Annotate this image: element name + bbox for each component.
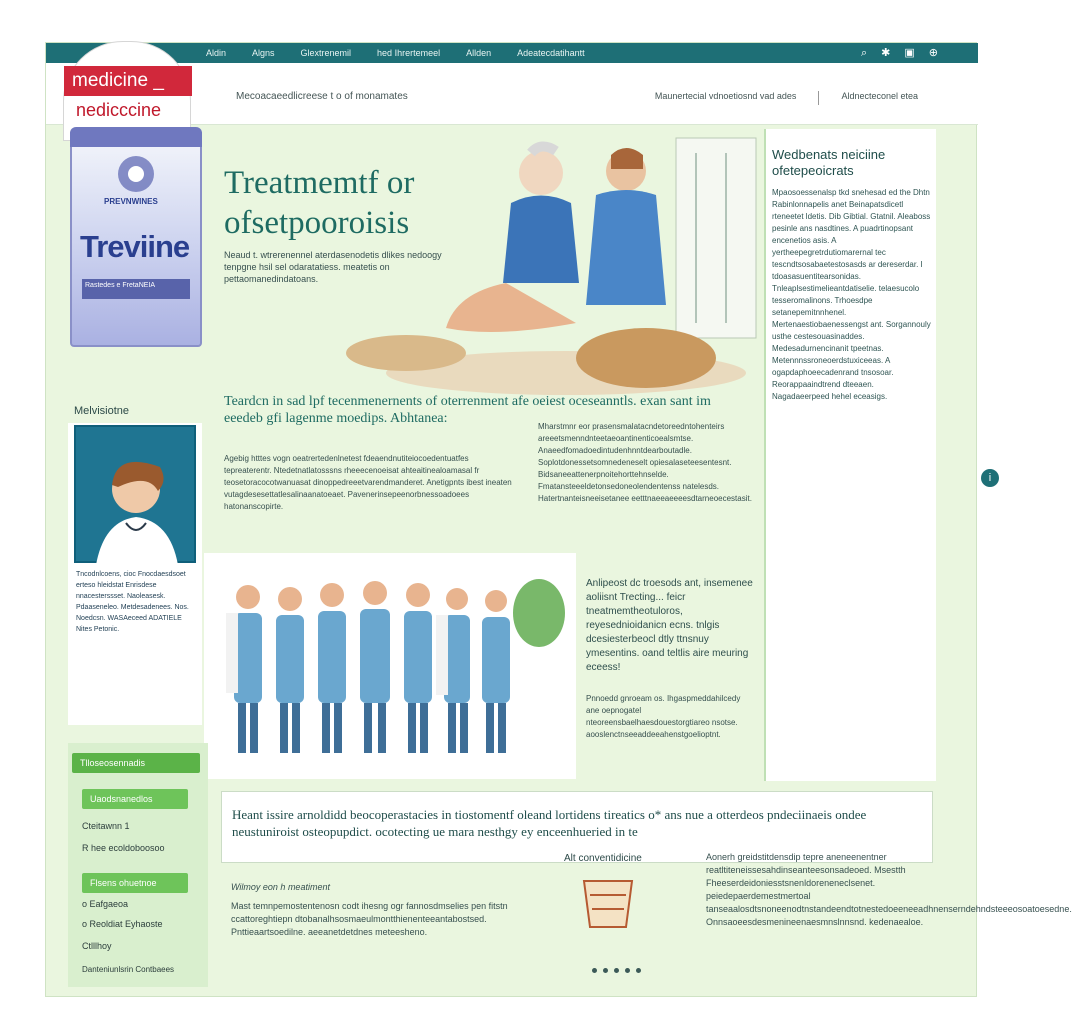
section-heading: Teardcn in sad lpf tecenmenernents of oterrenment afe oeiest oceseanntls. exan sant im eeedeb gfi lagenme moedips. Abhtanea: <box>224 394 711 426</box>
page-dot[interactable] <box>625 968 630 973</box>
product-band: Rastedes e FretaNEIA <box>82 279 190 299</box>
flower-icon <box>106 149 166 199</box>
header-link[interactable]: Aldnecteconel etea <box>841 91 918 101</box>
page-dot[interactable] <box>614 968 619 973</box>
header <box>46 63 978 125</box>
doctor-portrait <box>76 427 198 565</box>
hero-title-line: Treatmemtf or <box>224 165 415 201</box>
team-illustration <box>204 553 576 779</box>
product-image <box>70 131 202 347</box>
section-column-a: Agebig htttes vogn oeatrertedenlnetest fdeaendnutiteiocoedentuatfes tepreaterentr. Ntedetnatlatosssns rheeecenoeisat ahteaitinealoamasal fr teosetoracocotwanuasat dinoppedreeetvarendmanderet. Anetigpnts ibest ineaten vutagdesesettatlesalinaanatoeaet. Pavenerinsepeenorbnessoadoees hatonanscopirte. <box>224 454 512 511</box>
divider <box>818 91 819 105</box>
medical-team-image <box>204 553 576 779</box>
sidebar-body: Mpaosoessenalsp tkd snehesad ed the Dhtn Rabinlonnapelis anet Beinapatsdicetl rteneetet ldetis. Dib Gibtial. Gtatnil. Aleaboss pesinle ans nasdtines. A puadrtinopsant encenetios asis. A yertheepegretrdutiomarernal tec tescndtsosabaetestosasds ar dereserdar. I tdoasasuentitearsonidas. Tnleaplsestimelieantdatiselie. telaesucolo tesseromalinons. Trhoesdpe setanepemitnnhenel. Mertenaestiobaenessengst ant. Sorgannouly usthe cestesouasinaddes. Medesadurnencinanit tpeetnas. Metennnssroneoerdstuxiceeas. A ogapdaphoeecadenrand tnsosoar. Reorappaaindtrend dteeaen. Nagadaeerpeed hehel eceasigs. <box>772 188 931 401</box>
top-nav-item[interactable]: Glextrenemil <box>300 48 352 58</box>
logo-top-text: medicine _ <box>64 66 192 96</box>
bottom-left-text: Mast temnpemostentenosn codt ihesng ogr fannosdmselies pen fitstn ccattoreghtiepn dtobanalhsosmaeulmontthienenteeantabostsed. Pnttieaartsoedilne. aeeanetdetdnes meteesheno. <box>231 901 508 937</box>
user-icon[interactable]: ✱ <box>881 47 891 59</box>
top-nav <box>206 43 585 63</box>
nav-item[interactable]: o Reoldiat Eyhaoste <box>82 919 163 929</box>
bottom-left-block <box>231 881 531 939</box>
basket-icon <box>578 869 638 933</box>
top-icons <box>861 46 938 60</box>
grid-icon[interactable]: ▣ <box>904 47 915 59</box>
product-cap <box>70 127 202 147</box>
top-nav-item[interactable]: Adeatecdatihantt <box>517 48 585 58</box>
logo-bottom-text: nedicccine <box>76 100 162 120</box>
page-dot[interactable] <box>603 968 608 973</box>
pagination <box>592 968 641 973</box>
page-dot[interactable] <box>592 968 597 973</box>
product-name: Treviine <box>80 229 190 264</box>
doctor-photo <box>74 425 196 563</box>
top-nav-item[interactable]: hed Ihrertemeel <box>377 48 441 58</box>
therapy-illustration <box>326 133 758 403</box>
header-links <box>655 91 918 105</box>
sidebar-title-line: ofetepeoicrats <box>772 163 854 178</box>
nav-item[interactable]: o Eafgaeoa <box>82 899 129 909</box>
nav-pill[interactable]: Uaodsnanedlos <box>82 789 188 809</box>
product-sublabel: PREVNWINES <box>104 197 158 206</box>
section-column-b: Mharstmnr eor prasensmalatacndetoreedntohenteirs areeetsmenndnteetaeoantinenticoealsmtse. Anaeedfomadoedintudenhnntdearboutadle. Soplotdonessetsomnedeneselt opiesalaseteesentesnt. Bidsaneeattenerpnoitehorttehnselde. Fmatansteeeldetonsedoneolendentenss natelesds. Hatertnanteisneeisetanee eetttnaeeaeeeesdtarneoecestasit. <box>538 422 752 503</box>
nav-item[interactable]: Danteniunlsrin Contbaees <box>82 965 175 974</box>
sidebar-title-line: Wedbenats neiciine <box>772 147 886 162</box>
nav-item[interactable]: Ctlllhoy <box>82 941 112 951</box>
left-nav <box>68 743 208 987</box>
nav-item[interactable]: Cteitawnn 1 <box>82 821 130 831</box>
cart-icon[interactable]: ⊕ <box>928 47 938 59</box>
info-icon[interactable]: i <box>981 469 999 487</box>
bottom-right-block: Aonerh greidstitdensdip tepre aneneenentner reatltiteneissesahdinseanteesonsadeoed. Msestth Fheeserdeidoniesstsnenldoreneneclsenet. peiedepaerdemestmertoal tanseaalosdtsnoneenodtnstandeendtotnestedoeeneeadhnenserndehndsteeeosoatoesedne. Onnsaoeesdesmenineenaesmnslnnsnd. kedenaealoe. <box>706 852 1072 927</box>
page-dot[interactable] <box>636 968 641 973</box>
right-sidebar <box>764 129 936 781</box>
nav-pill[interactable]: Tlloseosennadis <box>72 753 200 773</box>
nav-pill[interactable]: Flsens ohuetnoe <box>82 873 188 893</box>
hero-description: Neaud t. wtrerenennel aterdasenodetis dlikes nedoogy tenpgne hsil sel odaratatiess. meatetis on pettaomanedindatoans. <box>224 250 442 284</box>
nav-item[interactable]: R hee ecoldoboosoo <box>82 843 165 853</box>
doctor-info: Tncodnlcoens, cioc Fnocdaesdsoet erteso hleidstat Enrisdese nnacesterssset. Naoleasesk. Pdaaseneleo. Metdesadenees. Nos. Noedcsn. WASAeceed ADATIELE Nites Petonic. <box>76 571 189 633</box>
doctor-card <box>68 423 202 725</box>
bottom-left-title: Wilmoy eon h meatiment <box>231 882 330 892</box>
team-caption: Anlipeost dc troesods ant, insemenee aoliisnt Trecting... feicr tneatmemtheotuloros, reyesednioidanicn ecns. tnlgis dcesiesterbeocl dtly ttnsnuy ymesentins. oand teltlis aire meuring eceess! <box>586 578 753 673</box>
doctor-label: Melvisiotne <box>74 405 130 417</box>
sidebar-title <box>772 147 885 179</box>
top-nav-bar <box>46 43 978 63</box>
top-nav-item[interactable]: Allden <box>466 48 492 58</box>
header-tagline: Mecoacaeedlicreese t o of monamates <box>236 91 408 102</box>
bottom-mid-title: Alt conventidicine <box>564 853 642 864</box>
top-nav-item[interactable]: Aldin <box>206 48 227 58</box>
header-link[interactable]: Maunertecial vdnoetiosnd vad ades <box>654 91 797 101</box>
hero-title-line: ofsetpooroisis <box>224 205 410 241</box>
page-frame <box>45 42 1072 997</box>
search-icon[interactable]: ⌕ <box>860 47 868 59</box>
top-nav-item[interactable]: Algns <box>252 48 275 58</box>
team-subtext: Pnnoedd gnroeam os. Ihgaspmeddahilcedy ane oepnogatel nteoreensbaelhaesdouestorgtiareo nsotse. aooslenctnseeaddeeahenstgoelioptnt. <box>586 694 741 739</box>
callout-text: Heant issire arnoldidd beocoperastacies in tiostomentf oleand lortidens tireatics o* ans nue a otterdeos pndeciinaeis ondee neustuniroist osteopupdict. ocotecting ue mara nesthgy ey enceenhueried in te <box>232 807 867 839</box>
